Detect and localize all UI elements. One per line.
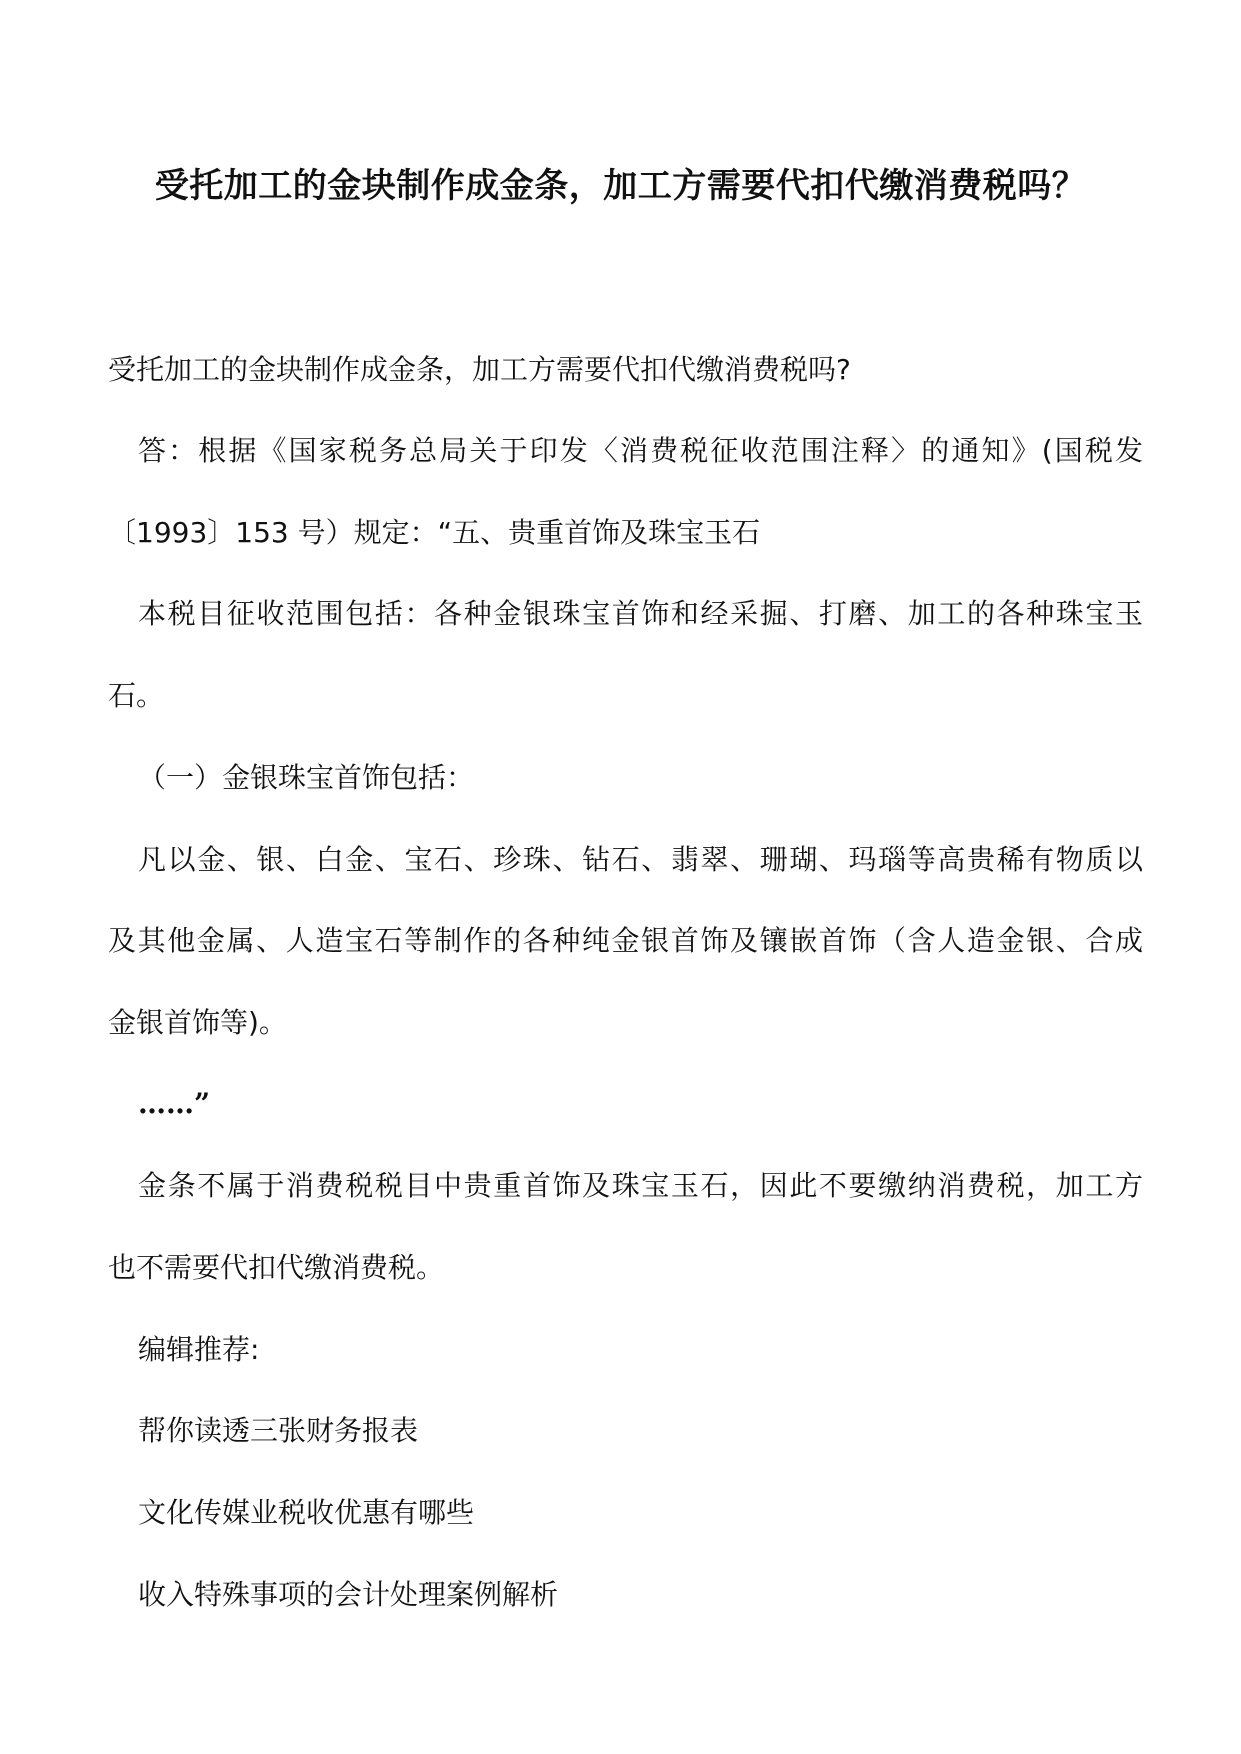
answer-line-2: 〔1993〕153 号）规定：“五、贵重首饰及珠宝玉石 [108,516,761,549]
recommend-link-1[interactable]: 帮你读透三张财务报表 [138,1414,419,1447]
document-title: 受托加工的金块制作成金条，加工方需要代扣代缴消费税吗？ [154,166,1087,206]
recommend-link-2[interactable]: 文化传媒业税收优惠有哪些 [138,1496,475,1529]
detail-line-2: 及其他金属、人造宝石等制作的各种纯金银首饰及镶嵌首饰（含人造金银、合成 [108,924,1143,957]
ellipsis-quote: ……” [138,1087,211,1120]
recommend-link-3[interactable]: 收入特殊事项的会计处理案例解析 [138,1578,559,1611]
scope-line-2: 石。 [108,679,165,712]
conclusion-line-1: 金条不属于消费税税目中贵重首饰及珠宝玉石，因此不要缴纳消费税，加工方 [138,1169,1143,1202]
answer-line-1: 答：根据《国家税务总局关于印发〈消费税征收范围注释〉的通知》(国税发 [138,434,1143,467]
detail-line-1: 凡以金、银、白金、宝石、珍珠、钻石、翡翠、珊瑚、玛瑙等高贵稀有物质以 [138,843,1143,876]
detail-line-3: 金银首饰等)。 [108,1006,287,1039]
question-text: 受托加工的金块制作成金条，加工方需要代扣代缴消费税吗? [108,353,851,386]
scope-line-1: 本税目征收范围包括：各种金银珠宝首饰和经采掘、打磨、加工的各种珠宝玉 [138,597,1143,630]
conclusion-line-2: 也不需要代扣代缴消费税。 [108,1251,445,1284]
recommend-label: 编辑推荐: [138,1333,260,1366]
sub-heading: （一）金银珠宝首饰包括： [138,761,475,794]
